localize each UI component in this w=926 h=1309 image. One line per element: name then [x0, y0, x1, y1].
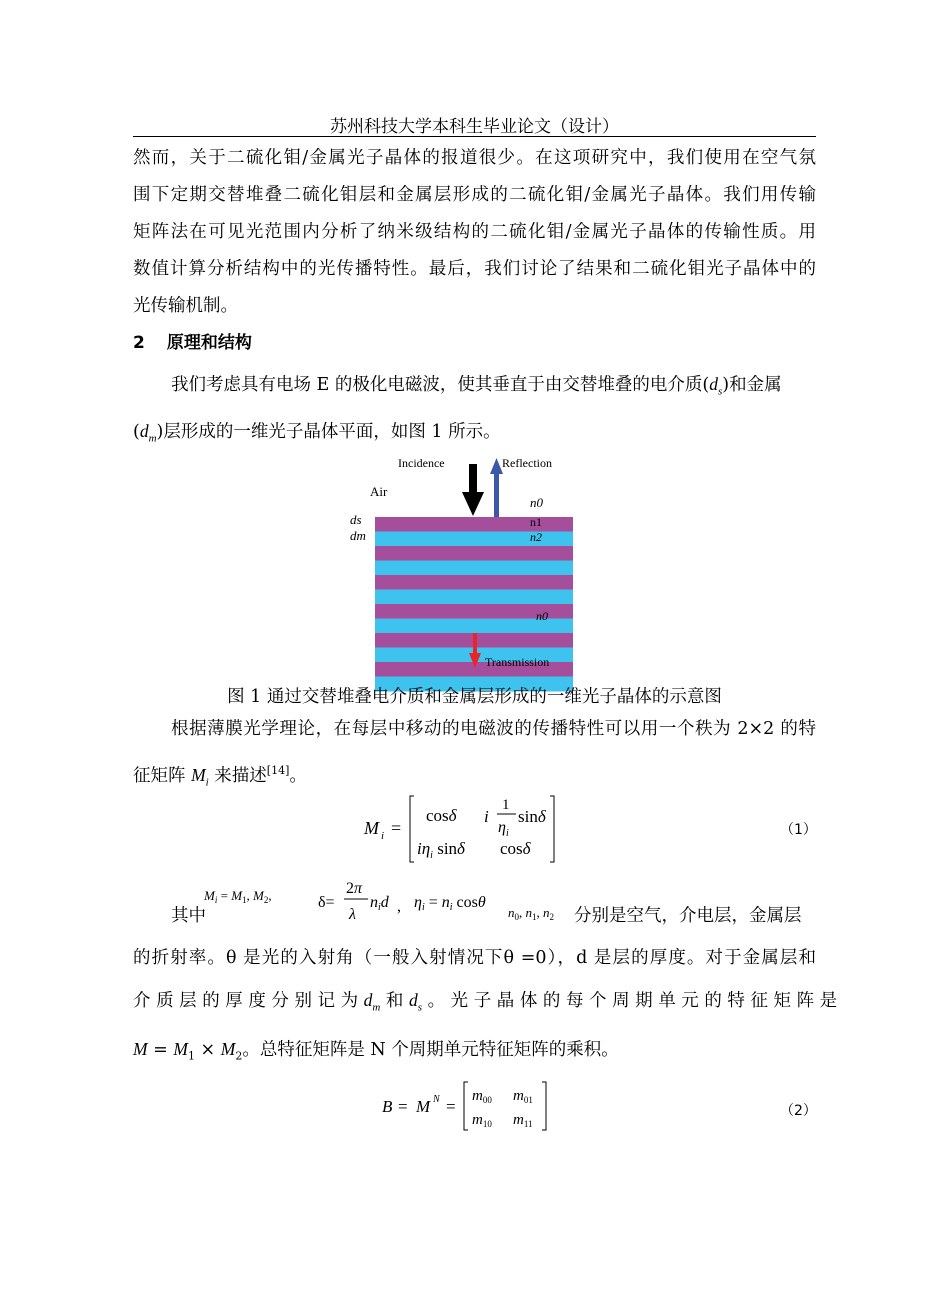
svg-text:i: i: [484, 807, 489, 826]
svg-text:B: B: [382, 1097, 393, 1116]
metal-layer: [375, 590, 573, 605]
body-line: 的折射率。θ 是光的入射角（一般入射情况下θ =0），d 是层的厚度。对于金属层和: [133, 948, 816, 968]
equation-2: [380, 1078, 580, 1138]
dielectric-layer: [375, 546, 573, 561]
figure-caption: 图 1 通过交替堆叠电介质和金属层形成的一维光子晶体的示意图: [227, 687, 722, 707]
metal-layer: [375, 561, 573, 576]
reflection-arrow: [494, 472, 499, 517]
svg-text:2π: 2π: [346, 880, 363, 897]
svg-text:λ: λ: [349, 906, 356, 923]
equation-number-1: （1）: [780, 822, 817, 838]
svg-text:Mi = M1, M2,: $M_i = M_1$, $M_2$,: [204, 888, 272, 905]
svg-text:δ=: δ=: [318, 894, 335, 911]
header-divider: [133, 136, 816, 137]
section-title: 原理和结构: [166, 333, 252, 353]
body-line: $(d_m)$层形成的一维光子晶体平面，如图 1 所示。: [133, 421, 501, 445]
svg-text:1: 1: [502, 797, 510, 813]
svg-text:iηi sinδ: $i\eta_i$ sinδ: [417, 839, 465, 861]
svg-text:m11: $m_{11}$: [513, 1112, 533, 1129]
n2-label: n2: [530, 530, 542, 544]
svg-text:N: N: [433, 1094, 440, 1105]
body-line: $M = M_1 \times M_2$。总特征矩阵是 N 个周期单元特征矩阵的乘积。: [133, 1039, 619, 1063]
body-line: 数值计算分析结构中的光传播特性。最后，我们讨论了结果和二硫化钼光子晶体中的: [133, 259, 816, 279]
body-line: 矩阵法在可见光范围内分析了纳米级结构的二硫化钼/金属光子晶体的传输性质。用: [133, 222, 816, 242]
svg-text:ηi: $\eta_i$: [498, 819, 509, 839]
incidence-arrowhead: [462, 492, 484, 516]
svg-text:cosδ: cosδ: [426, 806, 457, 825]
n1-label: n1: [530, 515, 542, 529]
equation-number-2: （2）: [780, 1103, 817, 1119]
body-line: 根据薄膜光学理论，在每层中移动的电磁波的传播特性可以用一个秩为 2×2 的特: [171, 719, 816, 739]
body-line: 分别是空气，介电层，金属层: [574, 906, 802, 926]
body-line: 征矩阵 $M_i$ 来描述[14]。: [133, 764, 307, 789]
dm-label: dm: [350, 528, 366, 543]
svg-text:=: =: [391, 818, 402, 838]
body-line: 围下定期交替堆叠二硫化钼层和金属层形成的二硫化钼/金属光子晶体。我们用传输: [133, 185, 816, 205]
dielectric-layer: [375, 575, 573, 590]
svg-text:=: =: [398, 1097, 408, 1116]
svg-text:cosδ: cosδ: [500, 839, 531, 858]
equation-1: [360, 790, 580, 870]
svg-text:n0, n1, n2: $n_0$, $n_1$, $n_2$: [508, 905, 554, 922]
section-heading: [133, 331, 816, 355]
transmission-label: Transmission: [485, 655, 550, 669]
photonic-crystal-figure: [340, 448, 590, 676]
body-line: 我们考虑具有电场 E 的极化电磁波，使其垂直于由交替堆叠的电介质$(d_s)$和金属: [171, 374, 782, 398]
air-label: Air: [370, 484, 388, 499]
svg-text:ηi = ni cosθ: ηi = ni cosθ: [414, 894, 486, 913]
svg-text:m00: $m_{00}$: [472, 1088, 492, 1105]
body-line: 光传输机制。: [133, 296, 238, 316]
svg-text:M: M: [364, 818, 379, 838]
metal-layer: [375, 532, 573, 547]
transmission-arrow: [473, 633, 477, 655]
body-line: 其中: [171, 906, 206, 926]
dielectric-layer: [375, 517, 573, 532]
citation[interactable]: [14]: [266, 764, 290, 777]
reflection-label: Reflection: [502, 456, 552, 470]
incidence-label: Incidence: [398, 456, 445, 470]
section-number: 2: [133, 333, 145, 353]
svg-text:=: =: [446, 1097, 456, 1116]
body-line: 介 质 层 的 厚 度 分 别 记 为 $d_m$ 和 $d_s$ 。 光 子 晶 体 的 每 个 周 期 单 元 的 特 征 矩 阵 是: [133, 990, 838, 1014]
n0-top-label: n0: [530, 495, 543, 510]
n0-bottom-label: n0: [536, 609, 548, 623]
page-header: 苏州科技大学本科生毕业论文（设计）: [330, 117, 619, 137]
svg-text:m01: $m_{01}$: [513, 1088, 533, 1105]
svg-text:M: M: [416, 1097, 431, 1116]
svg-text:i: i: [381, 830, 385, 842]
incidence-arrow: [469, 464, 477, 494]
inline-math-definitions: [204, 875, 584, 935]
body-line: 然而，关于二硫化钼/金属光子晶体的报道很少。在这项研究中，我们使用在空气氛: [133, 148, 816, 168]
svg-text:m10: $m_{10}$: [472, 1112, 492, 1129]
svg-text:,: ,: [397, 898, 401, 915]
svg-text:nid: nid: [370, 894, 389, 913]
ds-label: ds: [350, 512, 362, 527]
svg-text:sinδ: sinδ: [518, 807, 546, 826]
